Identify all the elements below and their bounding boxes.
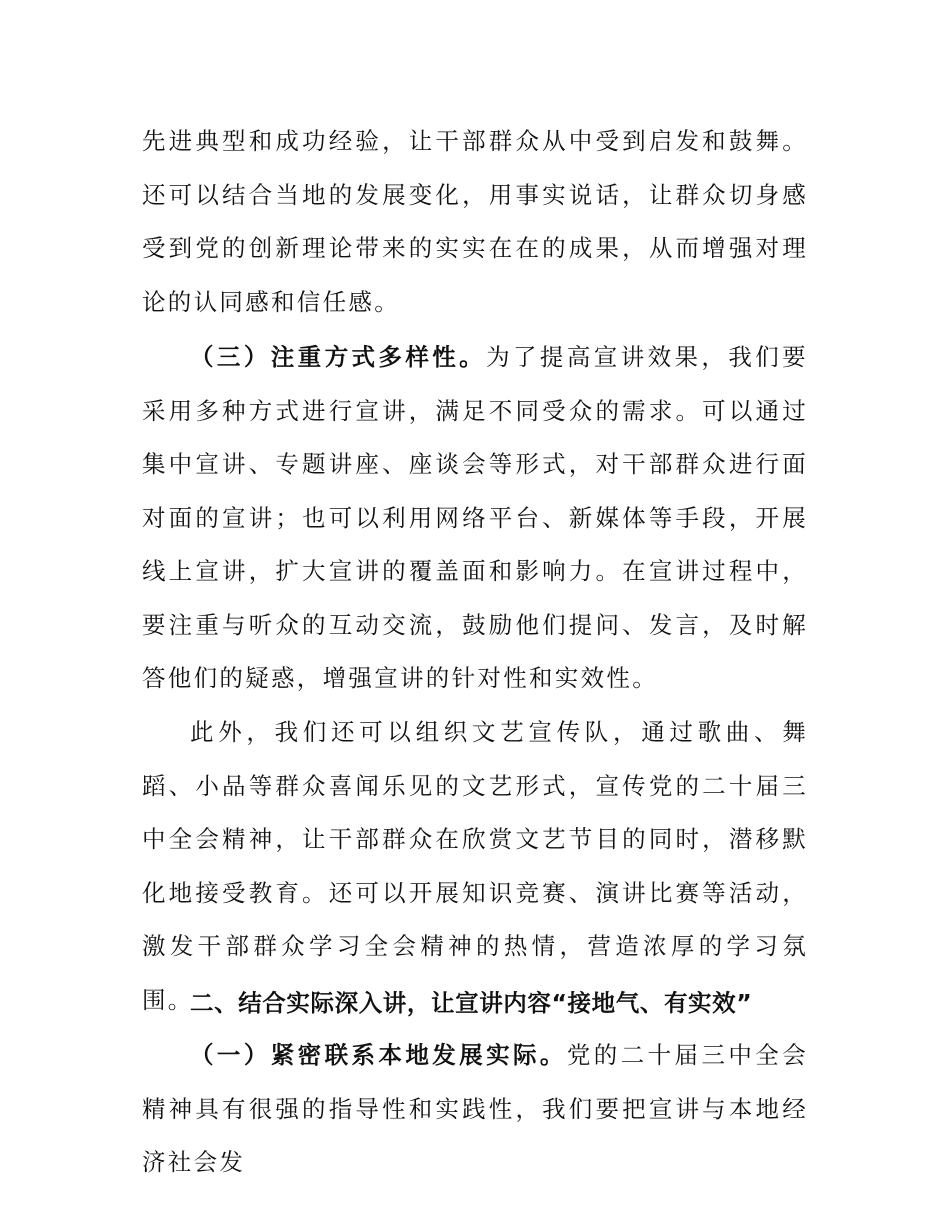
section-heading-two: 二、结合实际深入讲，让宣讲内容“接地气、有实效” xyxy=(190,989,753,1017)
paragraph-arts-propaganda: 此外，我们还可以组织文艺宣传队，通过歌曲、舞蹈、小品等群众喜闻乐见的文艺形式，宣传党的二十届三中全会精神，让干部群众在欣赏文艺节目的同时，潜移默化地接受教育。还可以开展知识竞赛、演讲比赛等活动，激发干部群众学习全会精神的热情，营造浓厚的学习氛围。 xyxy=(142,718,808,1014)
paragraph-method-diversity xyxy=(142,331,808,706)
paragraph-continuation: 先进典型和成功经验，让干部群众从中受到启发和鼓舞。还可以结合当地的发展变化，用事实说话，让群众切身感受到党的创新理论带来的实实在在的成果，从而增强对理论的认同感和信任感。 xyxy=(142,127,808,316)
section-lead-one: （一）紧密联系本地发展实际。 xyxy=(190,1041,567,1069)
paragraph-body-three: 为了提高宣讲效果，我们要采用多种方式进行宣讲，满足不同受众的需求。可以通过集中宣讲、专题讲座、座谈会等形式，对干部群众进行面对面的宣讲；也可以利用网络平台、新媒体等手段，开展线上宣讲，扩大宣讲的覆盖面和影响力。在宣讲过程中，要注重与听众的互动交流，鼓励他们提问、发言，及时解答他们的疑惑，增强宣讲的针对性和实效性。 xyxy=(142,343,808,692)
paragraph-local-practice xyxy=(142,1029,808,1190)
paragraph-body-one: 党的二十届三中全会精神具有很强的指导性和实践性，我们要把宣讲与本地经济社会发 xyxy=(142,1041,809,1176)
section-lead-three: （三）注重方式多样性。 xyxy=(190,343,487,371)
